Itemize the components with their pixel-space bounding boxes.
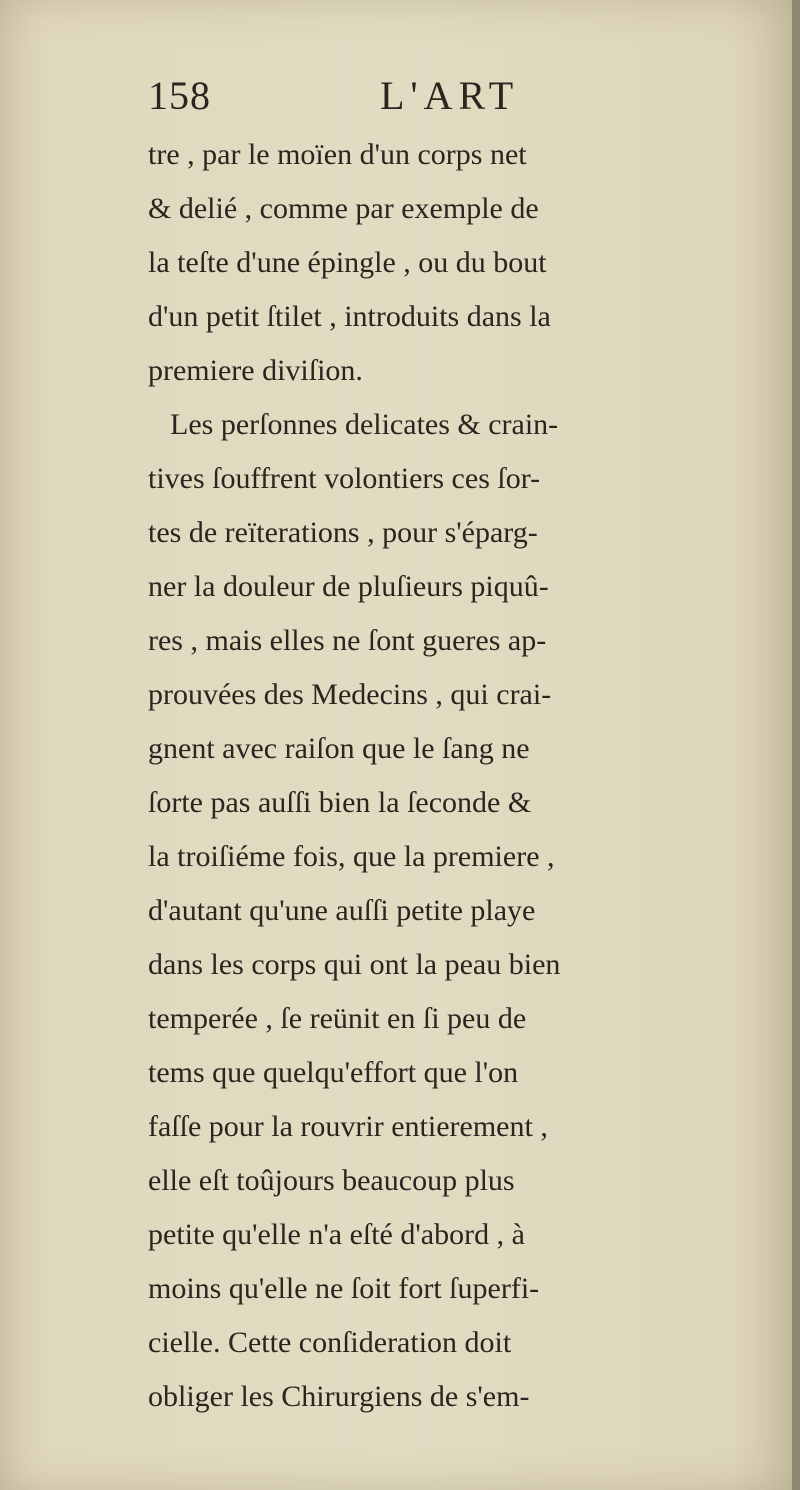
running-head-title: L'ART [380,73,520,118]
text-line: tre , par le moïen d'un corps net [148,138,527,171]
text-line: faſſe pour la rouvrir entierement , [148,1110,548,1143]
text-line: gnent avec raiſon que le ſang ne [148,732,530,765]
text-line: temperée , ſe reünit en ſi peu de [148,1002,527,1035]
text-line: premiere diviſion. [148,354,363,387]
text-line: ner la douleur de pluſieurs piquû- [148,570,549,603]
text-line: d'autant qu'une auſſi petite playe [148,894,536,927]
text-line: la teſte d'une épingle , ou du bout [148,246,547,279]
text-line: petite qu'elle n'a eſté d'abord , à [148,1218,525,1251]
text-line: res , mais elles ne ſont gueres ap- [148,624,547,657]
text-line: tems que quelqu'effort que l'on [148,1056,519,1089]
text-line: dans les corps qui ont la peau bien [148,948,561,981]
text-line: d'un petit ſtilet , introduits dans la [148,300,551,333]
text-line: moins qu'elle ne ſoit fort ſuperfi- [148,1272,540,1305]
text-line: & delié , comme par exemple de [148,192,539,225]
page-edge [792,0,800,1490]
text-line: la troiſiéme fois, que la premiere , [148,840,555,873]
body-text [148,128,788,1424]
text-line: tives ſouffrent volontiers ces ſor- [148,462,541,495]
text-line: obliger les Chirurgiens de s'em- [148,1380,530,1413]
text-line: prouvées des Medecins , qui crai- [148,678,552,711]
text-line: Les perſonnes delicates & crain- [170,408,559,441]
running-head [148,68,568,126]
text-line: cielle. Cette conſideration doit [148,1326,512,1359]
page-number: 158 [148,73,211,118]
text-line: tes de reïterations , pour s'éparg- [148,516,538,549]
text-line: ſorte pas auſſi bien la ſeconde & [148,786,532,819]
text-line: elle eſt toûjours beaucoup plus [148,1164,515,1197]
